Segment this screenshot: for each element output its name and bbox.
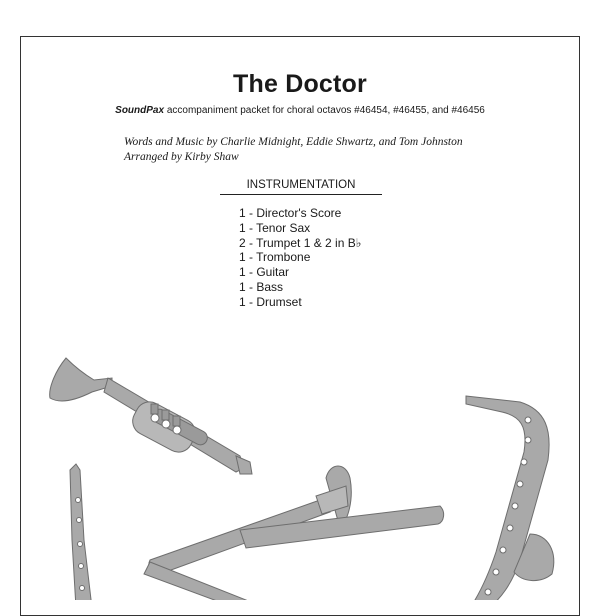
list-item: 1 - Guitar bbox=[239, 265, 290, 280]
instrumentation-heading: INSTRUMENTATION bbox=[220, 179, 382, 195]
brand-name: SoundPax bbox=[115, 105, 165, 116]
instrumentation-list bbox=[239, 206, 361, 310]
page-title: The Doctor bbox=[233, 70, 367, 98]
subtitle-text: accompaniment packet for choral octavos #46454, #46455, and #46456 bbox=[164, 105, 485, 116]
subtitle bbox=[0, 105, 600, 116]
list-item: 1 - Tenor Sax bbox=[239, 220, 311, 235]
credits bbox=[124, 135, 463, 165]
list-item: 1 - Trombone bbox=[239, 250, 311, 265]
list-item: 2 - Trumpet 1 & 2 in B♭ bbox=[239, 235, 362, 250]
list-item: 1 - Drumset bbox=[239, 294, 302, 309]
list-item: 1 - Bass bbox=[239, 279, 284, 294]
list-item: 1 - Director's Score bbox=[239, 206, 342, 220]
page-frame bbox=[20, 36, 580, 616]
words-music-credit: Words and Music by Charlie Midnight, Eddie Shwartz, and Tom Johnston bbox=[124, 136, 463, 148]
arranger-credit: Arranged by Kirby Shaw bbox=[124, 151, 239, 163]
